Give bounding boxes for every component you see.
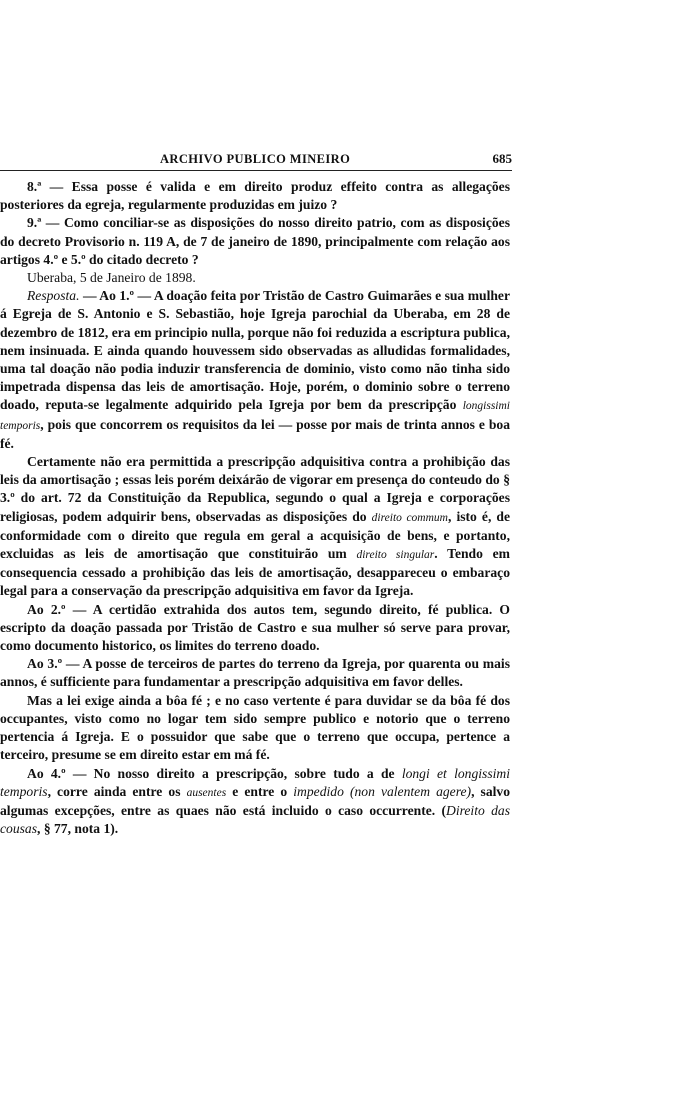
paragraph-dateline: Uberaba, 5 de Janeiro de 1898.: [27, 270, 196, 286]
body-text: [0, 178, 510, 838]
journal-title: ARCHIVO PUBLICO MINEIRO: [160, 152, 351, 166]
paragraph-question-8: 8.ª — Essa posse é valida e em direito produz effeito contra as allegações posteriores da egreja, regularmente produzidas em juizo ?: [0, 179, 510, 213]
paragraph-answer-3: Ao 3.º — A posse de terceiros de partes do terreno da Igreja, por quarenta ou mais annos, é sufficiente para fundamentar a prescripção adquisitiva em favor delles.: [0, 656, 510, 690]
page-number: 685: [492, 151, 512, 166]
paragraph-answer-4: Ao 4.º — No nosso direito a prescripção, sobre tudo a de longi et longissimi temporis, corre ainda entre os ausentes e entre o impedido (non valentem agere), salvo algumas excepções, entre as quaes não está incluido o caso occurrente. (Direito das cousas, § 77, nota 1).: [0, 765, 511, 837]
paragraph-answer-2: Ao 2.º — A certidão extrahida dos autos tem, segundo direito, fé publica. O escripto da doação passada por Tristão de Castro e sua mulher só serve para provar, como documento historico, os limites do terreno doado.: [0, 601, 510, 654]
running-header: [0, 148, 512, 171]
paragraph-answer-1: Resposta. — Ao 1.º — A doação feita por Tristão de Castro Guimarães e sua mulher á Egreja de S. Antonio e S. Sebastião, hoje Igreja parochial da Uberaba, em 28 de dezembro de 1812, era em principio nulla, porque não foi reduzida a escriptura publica, nem insinuada. E ainda quando houvessem sido observadas as alludidas formalidades, uma tal doação não podia induzir transferencia de dominio, visto como não tinha sido impetrada dispensa das leis de amortisação. Hoje, porém, o dominio sobre o terreno doado, reputa-se legalmente adquirido pela Igreja por bem da prescripção longissimi temporis, pois que concorrem os requisitos da lei — posse por mais de trinta annos e boa fé.: [0, 288, 510, 451]
paragraph-good-faith: Mas a lei exige ainda a bôa fé ; e no caso vertente é para duvidar se da bôa fé dos occupantes, visto como no logar tem sido sempre publico e notorio que o terreno pertencia á Igreja. E o possuidor que sabe que o terreno que occupa, pertence a terceiro, presume se em direito estar em má fé.: [0, 692, 510, 763]
paragraph-question-9: 9.ª — Como conciliar-se as disposições do nosso direito patrio, com as disposições do decreto Provisorio n. 119 A, de 7 de janeiro de 1890, principalmente com relação aos artigos 4.º e 5.º do citado decreto ?: [0, 215, 510, 267]
paragraph-amortisation: Certamente não era permittida a prescripção adquisitiva contra a prohibição das leis da amortisação ; essas leis porém deixárão de vigorar em presença do conteudo do § 3.º do art. 72 da Constituição da Republica, segundo o qual a Igreja e corporações religiosas, podem adquirir bens, observadas as disposições do direito commum, isto é, de conformidade com o direito que regula em geral a acquisição de bens, e portanto, excluidas as leis de amortisação que constituirão um direito singular. Tendo em consequencia cessado a prohibição das leis de amortisação, desappareceu o embaraço legal para a conservação da prescripção adquisitiva em favor da Igreja.: [0, 454, 511, 599]
